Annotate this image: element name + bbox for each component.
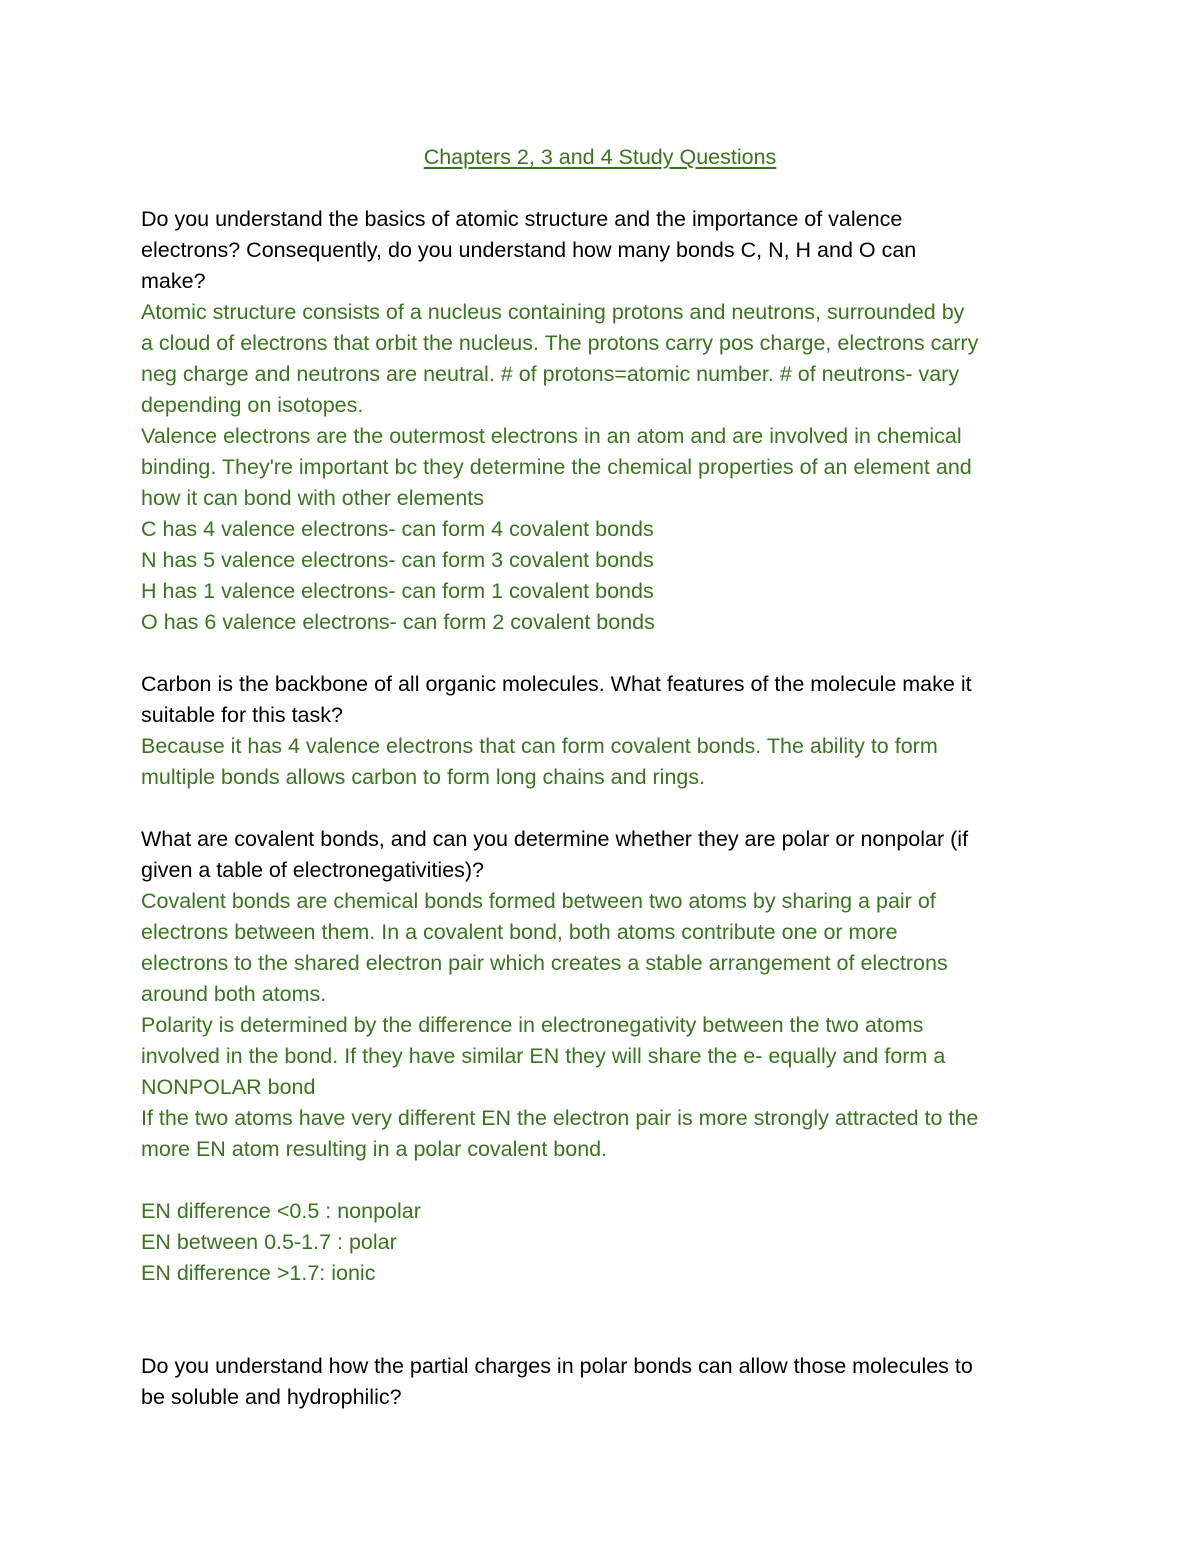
document-body xyxy=(141,204,1076,1413)
en-rule: EN difference >1.7: ionic xyxy=(141,1261,376,1285)
answer-line: around both atoms. xyxy=(141,982,327,1006)
answer-line: electrons to the shared electron pair which creates a stable arrangement of electrons xyxy=(141,951,948,975)
question-block xyxy=(141,824,1076,886)
answer-line: binding. They're important bc they determine the chemical properties of an element and xyxy=(141,455,972,479)
answer-block xyxy=(141,297,1076,638)
answer-line: C has 4 valence electrons- can form 4 covalent bonds xyxy=(141,517,654,541)
question-line: What are covalent bonds, and can you determine whether they are polar or nonpolar (if xyxy=(141,827,969,851)
question-block xyxy=(141,204,1076,297)
answer-line: Polarity is determined by the difference in electronegativity between the two atoms xyxy=(141,1013,924,1037)
blank-line xyxy=(141,793,1076,824)
answer-line: If the two atoms have very different EN the electron pair is more strongly attracted to the xyxy=(141,1106,979,1130)
question-block xyxy=(141,669,1076,731)
en-rule: EN difference <0.5 : nonpolar xyxy=(141,1199,421,1223)
question-line: Carbon is the backbone of all organic molecules. What features of the molecule make it xyxy=(141,672,972,696)
answer-block xyxy=(141,731,1076,793)
answer-line: more EN atom resulting in a polar covalent bond. xyxy=(141,1137,608,1161)
blank-line xyxy=(141,1289,1076,1320)
answer-line: Covalent bonds are chemical bonds formed between two atoms by sharing a pair of xyxy=(141,889,936,913)
question-line: Do you understand the basics of atomic structure and the importance of valence xyxy=(141,207,903,231)
answer-line: Valence electrons are the outermost electrons in an atom and are involved in chemical xyxy=(141,424,962,448)
blank-line xyxy=(141,1320,1076,1351)
answer-line: neg charge and neutrons are neutral. # of protons=atomic number. # of neutrons- vary xyxy=(141,362,960,386)
answer-line: electrons between them. In a covalent bond, both atoms contribute one or more xyxy=(141,920,898,944)
en-rule: EN between 0.5-1.7 : polar xyxy=(141,1230,397,1254)
answer-line: NONPOLAR bond xyxy=(141,1075,316,1099)
answer-line: depending on isotopes. xyxy=(141,393,364,417)
answer-line: a cloud of electrons that orbit the nucleus. The protons carry pos charge, electrons carry xyxy=(141,331,979,355)
document-title: Chapters 2, 3 and 4 Study Questions xyxy=(423,145,777,169)
en-rules-list xyxy=(141,1196,1076,1289)
answer-line: involved in the bond. If they have similar EN they will share the e- equally and form a xyxy=(141,1044,946,1068)
question-line: electrons? Consequently, do you understand how many bonds C, N, H and O can xyxy=(141,238,917,262)
answer-line: O has 6 valence electrons- can form 2 covalent bonds xyxy=(141,610,655,634)
answer-line: N has 5 valence electrons- can form 3 covalent bonds xyxy=(141,548,654,572)
question-line: make? xyxy=(141,269,206,293)
answer-line: how it can bond with other elements xyxy=(141,486,485,510)
question-line: Do you understand how the partial charges in polar bonds can allow those molecules to xyxy=(141,1354,973,1378)
question-block xyxy=(141,1351,1076,1413)
question-line: suitable for this task? xyxy=(141,703,343,727)
answer-line: H has 1 valence electrons- can form 1 covalent bonds xyxy=(141,579,654,603)
answer-line: Because it has 4 valence electrons that can form covalent bonds. The ability to form xyxy=(141,734,938,758)
blank-line xyxy=(141,638,1076,669)
question-line: given a table of electronegativities)? xyxy=(141,858,485,882)
blank-line xyxy=(141,1165,1076,1196)
answer-line: multiple bonds allows carbon to form long chains and rings. xyxy=(141,765,706,789)
answer-line: Atomic structure consists of a nucleus containing protons and neutrons, surrounded by xyxy=(141,300,965,324)
question-line: be soluble and hydrophilic? xyxy=(141,1385,402,1409)
answer-block xyxy=(141,886,1076,1165)
